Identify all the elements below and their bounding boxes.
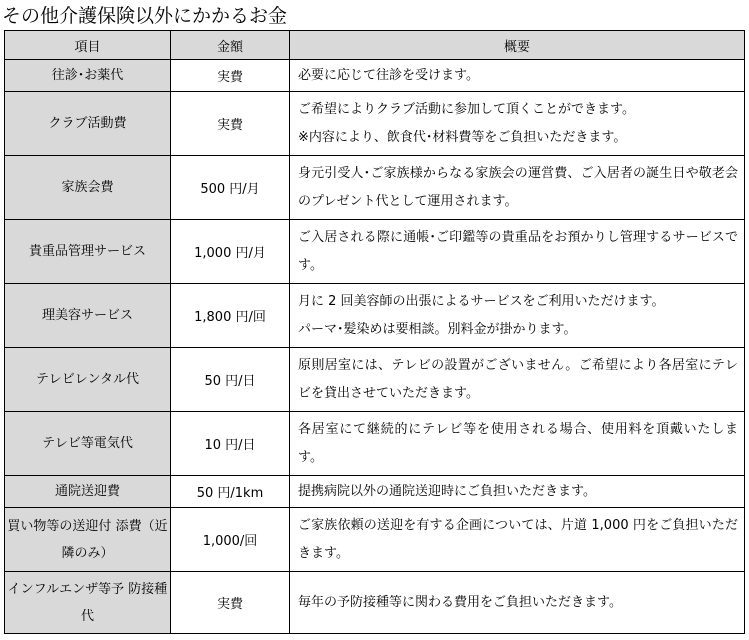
row-summary: [290, 60, 745, 92]
table-row: [5, 508, 745, 572]
row-amount: 実費: [171, 92, 290, 156]
row-amount: 実費: [171, 572, 290, 634]
summary-text: ご入居される際に通帳･ご印鑑等の貴重品をお預かりし管理するサービスです。: [298, 229, 738, 273]
row-summary: [290, 412, 745, 476]
row-item-line: 防接種代: [80, 581, 168, 624]
row-item: テレビレンタル代: [5, 348, 171, 412]
summary-text: 提携病院以外の通院送迎時にご負担いただきます。: [298, 483, 596, 499]
row-item: [5, 572, 171, 634]
header-item: 項目: [5, 31, 171, 60]
row-item: 往診･お薬代: [5, 60, 171, 92]
row-summary: [290, 572, 745, 634]
summary-text: ご希望によりクラブ活動に参加して頂くことができます。: [298, 101, 635, 117]
summary-note: パーマ･髪染めは要相談。別料金が掛かります。: [298, 321, 577, 337]
row-summary: [290, 508, 745, 572]
row-summary: [290, 476, 745, 508]
row-summary: [290, 348, 745, 412]
summary-text: 毎年の予防接種等に関わる費用をご負担いただきます。: [298, 594, 622, 610]
row-summary: [290, 156, 745, 220]
summary-text: 各居室にて継続的にテレビ等を使用される場合、使用料を頂戴いたします。: [298, 421, 738, 465]
header-amount: 金額: [171, 31, 290, 60]
row-amount: 実費: [171, 60, 290, 92]
row-summary: [290, 284, 745, 348]
row-summary: [290, 220, 745, 284]
row-item-line: 添費（近隣のみ）: [61, 518, 168, 561]
table-row: [5, 572, 745, 634]
header-summary: 概要: [290, 31, 745, 60]
row-item: 家族会費: [5, 156, 171, 220]
row-item: テレビ等電気代: [5, 412, 171, 476]
row-amount: 500 円/月: [171, 156, 290, 220]
row-amount: 50 円/1km: [171, 476, 290, 508]
row-item: 貴重品管理サービス: [5, 220, 171, 284]
header-row: [5, 31, 745, 60]
row-amount: 1,000 円/月: [171, 220, 290, 284]
table-row: [5, 284, 745, 348]
row-amount: 10 円/日: [171, 412, 290, 476]
summary-text: 身元引受人･ご家族様からなる家族会の運営費、ご入居者の誕生日や敬老会のプレゼント代として運用されます。: [298, 165, 738, 209]
row-item: [5, 508, 171, 572]
page-title: その他介護保険以外にかかるお金: [2, 5, 288, 27]
table-row: [5, 220, 745, 284]
row-item: 理美容サービス: [5, 284, 171, 348]
row-amount: 50 円/日: [171, 348, 290, 412]
table-row: [5, 348, 745, 412]
table-row: [5, 412, 745, 476]
summary-text: 必要に応じて往診を受けます。: [298, 67, 479, 83]
table-row: [5, 156, 745, 220]
row-amount: 1,800 円/回: [171, 284, 290, 348]
row-amount: 1,000/回: [171, 508, 290, 572]
summary-text: 月に 2 回美容師の出張によるサービスをご利用いただけます。: [298, 293, 665, 309]
row-item-line: インフルエンザ等予: [7, 581, 125, 597]
row-item-line: 買い物等の送迎付: [7, 518, 112, 534]
fee-table: [4, 30, 745, 634]
row-item: クラブ活動費: [5, 92, 171, 156]
row-item: 通院送迎費: [5, 476, 171, 508]
table-row: [5, 60, 745, 92]
summary-text: 原則居室には、テレビの設置がございません。ご希望により各居室にテレビを貸出させていただきます。: [298, 357, 738, 401]
table-row: [5, 476, 745, 508]
summary-text: ご家族依頼の送迎を有する企画については、片道 1,000 円をご負担いただきます。: [298, 517, 738, 561]
summary-note: ※内容により、飲食代･材料費等をご負担いただきます。: [298, 129, 627, 145]
row-summary: [290, 92, 745, 156]
table-row: [5, 92, 745, 156]
